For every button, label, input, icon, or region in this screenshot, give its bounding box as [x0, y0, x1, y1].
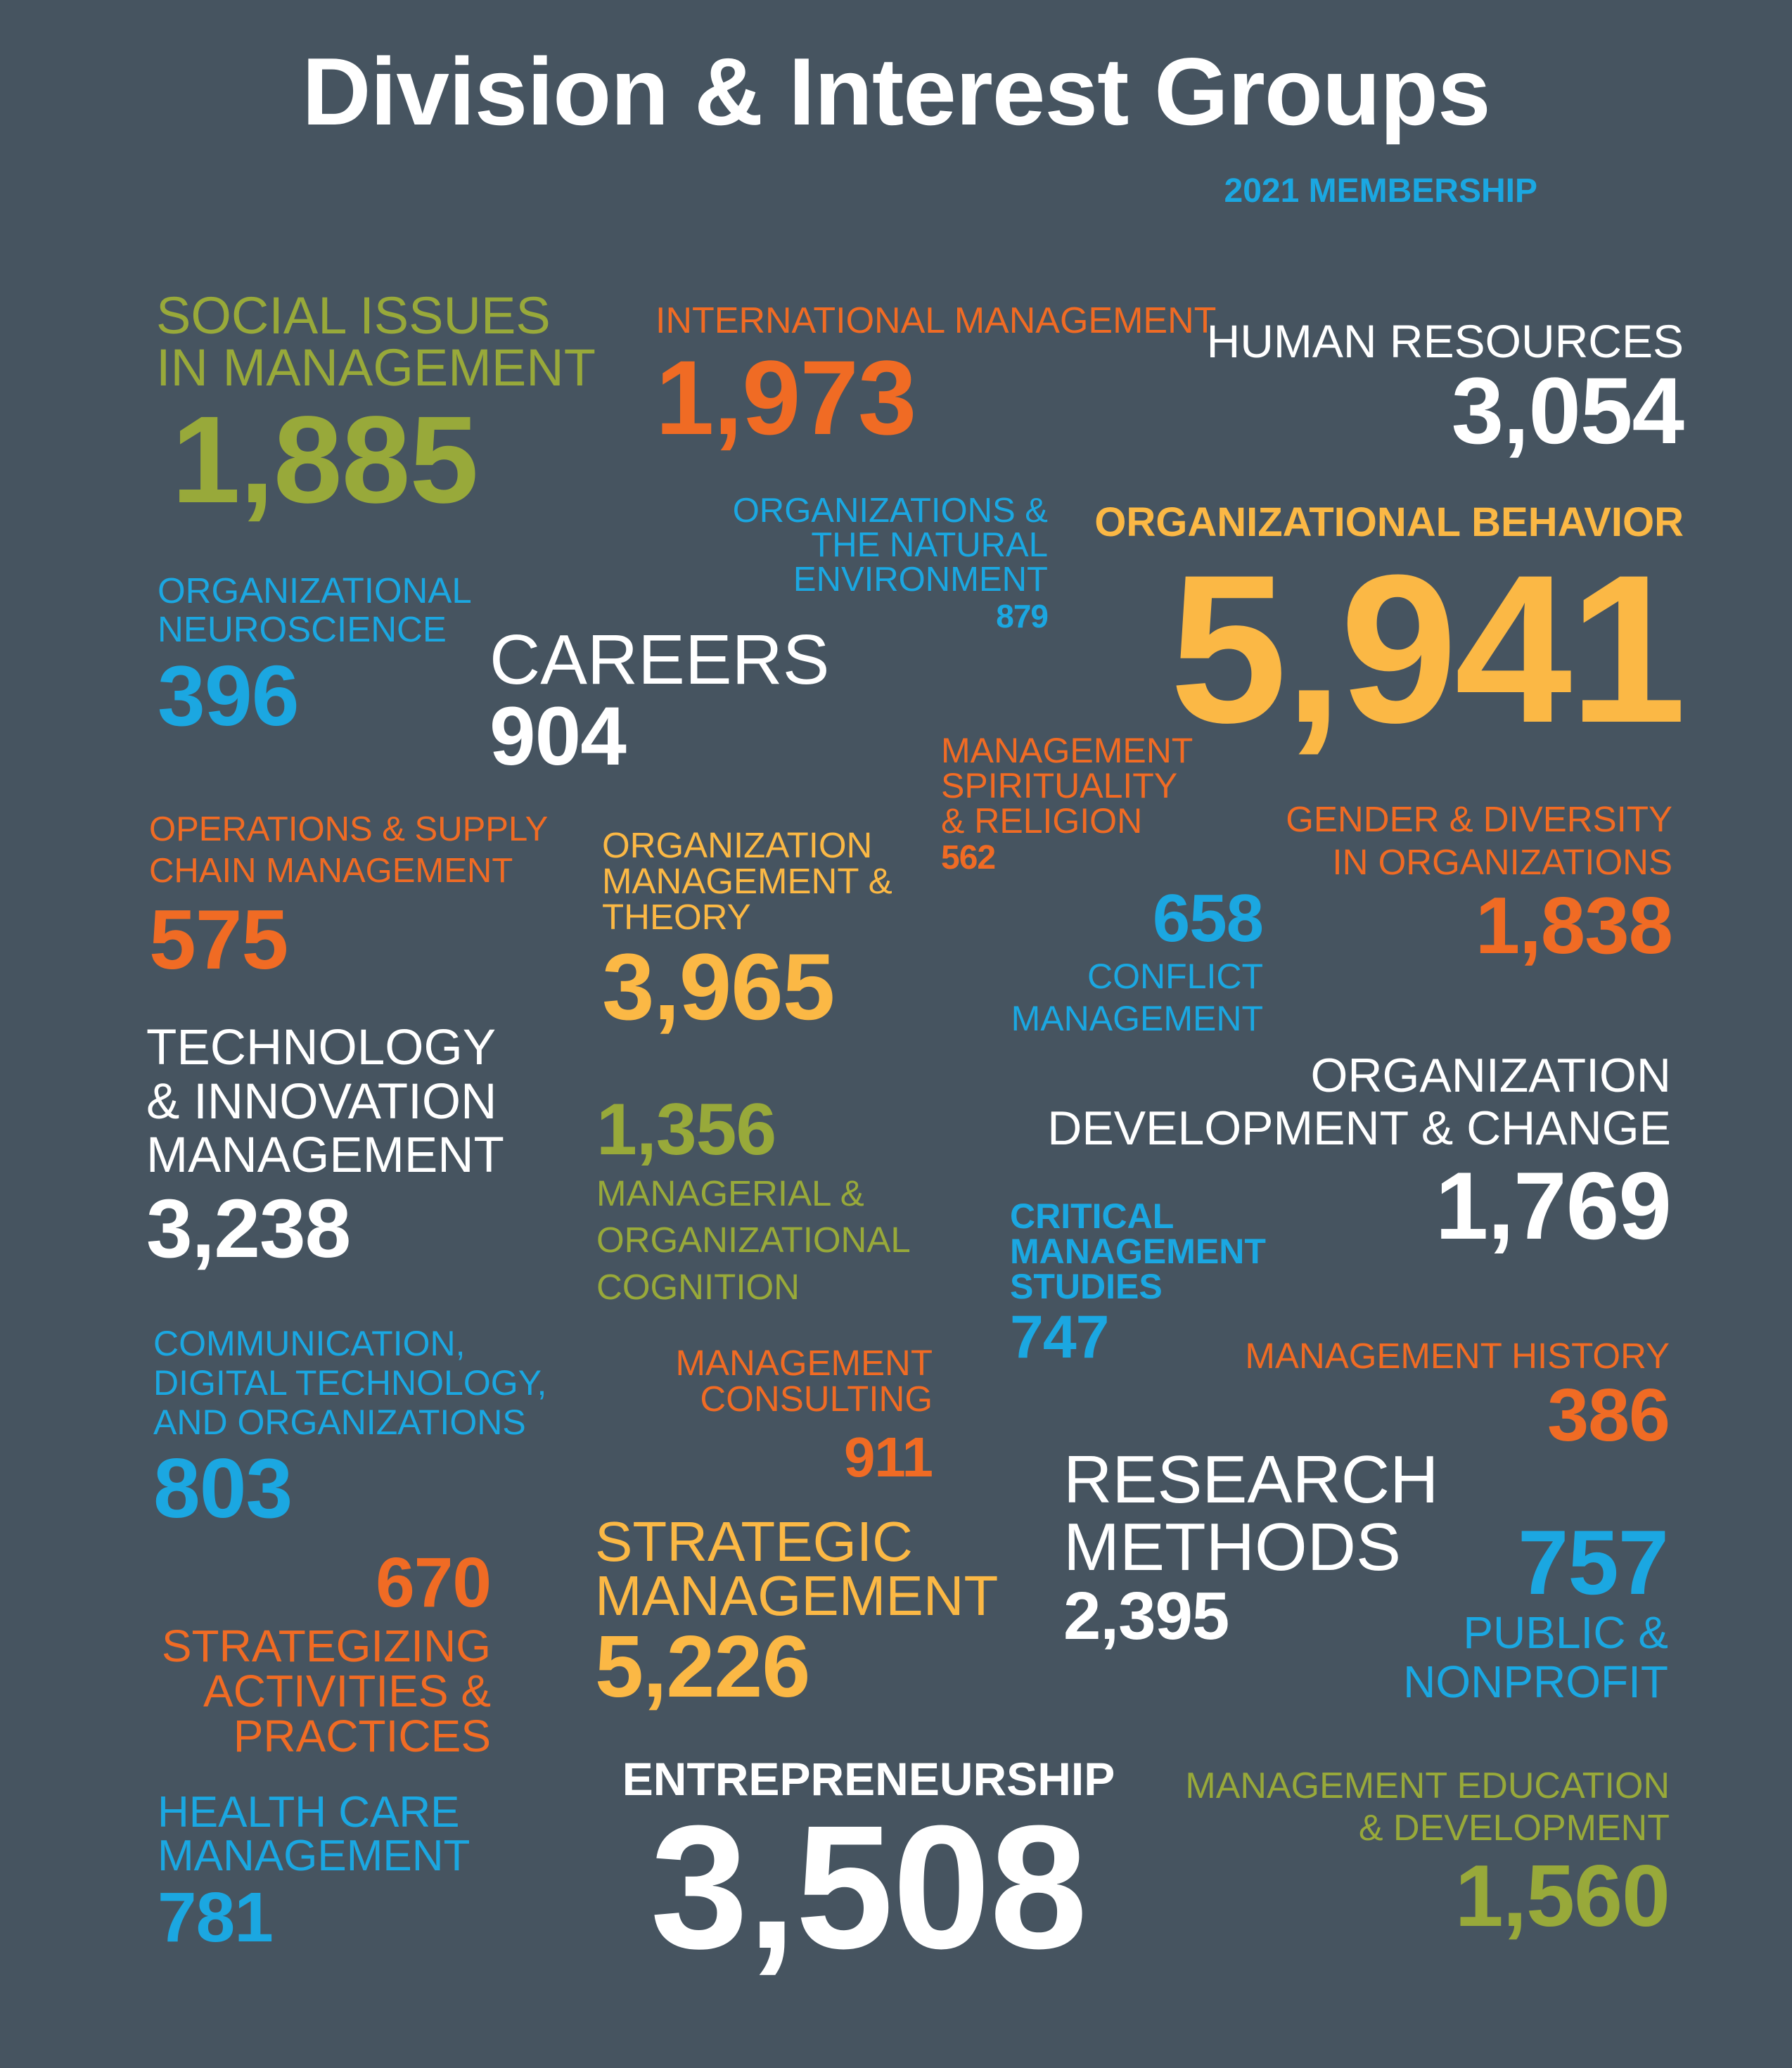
group-label: MANAGEMENT SPIRITUALITY & RELIGION: [941, 731, 1193, 841]
group-count: 386: [1547, 1374, 1670, 1457]
group-organizational-neuroscience: [158, 570, 472, 744]
group-international-management: [655, 300, 1217, 457]
group-label: MANAGERIAL & ORGANIZATIONAL COGNITION: [596, 1173, 911, 1307]
group-operations-supply-chain: [149, 809, 549, 987]
group-management-consulting: [675, 1345, 933, 1486]
group-strategizing-activities: [161, 1543, 491, 1761]
group-organizational-behavior: [1094, 499, 1684, 767]
group-conflict-management: [1011, 881, 1263, 1040]
group-label: TECHNOLOGY & INNOVATION MANAGEMENT: [146, 1020, 504, 1184]
group-label: CONFLICT MANAGEMENT: [1011, 957, 1263, 1038]
group-research-methods: [1063, 1442, 1439, 1654]
group-label: MANAGEMENT EDUCATION & DEVELOPMENT: [1185, 1766, 1670, 1849]
group-label: ORGANIZATIONAL NEUROSCIENCE: [158, 570, 472, 650]
group-count: 757: [1518, 1511, 1668, 1614]
group-label: ORGANIZATIONS & THE NATURAL ENVIRONMENT: [732, 492, 1048, 599]
group-managerial-cognition: [596, 1089, 911, 1310]
group-organization-development: [1047, 1049, 1671, 1259]
group-natural-environment: [733, 494, 1048, 632]
group-label: HUMAN RESOURCES: [1206, 315, 1684, 367]
group-count: 879: [996, 598, 1048, 634]
group-label: PUBLIC & NONPROFIT: [1403, 1607, 1668, 1708]
page-title: Division & Interest Groups: [302, 38, 1490, 145]
group-label: ORGANIZATION MANAGEMENT & THEORY: [602, 825, 892, 937]
group-entrepreneurship: [612, 1753, 1125, 1985]
group-count: 5,226: [595, 1618, 810, 1716]
group-count: 1,973: [655, 338, 916, 457]
group-count: 3,508: [650, 1789, 1087, 1985]
group-label: ORGANIZATIONAL BEHAVIOR: [1094, 499, 1684, 545]
group-count: 781: [158, 1878, 273, 1957]
group-label: ORGANIZATION DEVELOPMENT & CHANGE: [1047, 1049, 1671, 1155]
group-count: 3,054: [1451, 359, 1684, 464]
group-count: 562: [941, 839, 996, 876]
group-organization-management-theory: [602, 825, 892, 1040]
group-count: 1,560: [1454, 1847, 1670, 1945]
group-management-education: [1185, 1766, 1670, 1945]
group-label: RESEARCH METHODS: [1063, 1442, 1439, 1585]
group-label: ENTREPRENEURSHIP: [622, 1753, 1115, 1805]
group-count: 670: [376, 1543, 491, 1622]
group-count: 575: [149, 892, 288, 987]
group-count: 911: [843, 1426, 933, 1488]
group-label: CRITICAL MANAGEMENT STUDIES: [1010, 1196, 1266, 1306]
group-social-issues: [156, 286, 596, 529]
group-label: HEALTH CARE MANAGEMENT: [158, 1788, 471, 1880]
group-spirituality-religion: [941, 733, 1193, 875]
group-count: 3,238: [146, 1182, 351, 1276]
group-public-nonprofit: [1403, 1511, 1668, 1708]
group-count: 658: [1152, 881, 1263, 956]
group-label: COMMUNICATION, DIGITAL TECHNOLOGY, AND ORGANIZATIONS: [153, 1324, 547, 1442]
membership-year-subtitle: 2021 MEMBERSHIP: [1224, 172, 1537, 210]
group-count: 803: [153, 1441, 293, 1536]
group-label: MANAGEMENT CONSULTING: [675, 1343, 933, 1419]
group-count: 904: [489, 690, 626, 783]
group-strategic-management: [595, 1510, 999, 1716]
group-count: 3,965: [602, 935, 835, 1040]
group-label: SOCIAL ISSUES IN MANAGEMENT: [156, 286, 596, 397]
group-label: STRATEGIC MANAGEMENT: [595, 1510, 999, 1627]
group-count: 747: [1010, 1303, 1109, 1371]
group-label: INTERNATIONAL MANAGEMENT: [655, 300, 1217, 341]
group-count: 1,838: [1475, 881, 1672, 971]
group-label: CAREERS: [489, 620, 830, 699]
group-technology-innovation: [146, 1020, 504, 1276]
group-label: STRATEGIZING ACTIVITIES & PRACTICES: [161, 1621, 491, 1761]
group-count: 1,356: [596, 1089, 776, 1170]
group-count: 5,941: [1170, 530, 1684, 767]
group-count: 2,395: [1063, 1578, 1229, 1654]
group-label: MANAGEMENT HISTORY: [1245, 1336, 1670, 1376]
group-human-resources: [1206, 315, 1684, 464]
group-health-care: [158, 1788, 471, 1957]
group-label: OPERATIONS & SUPPLY CHAIN MANAGEMENT: [149, 810, 549, 890]
group-management-history: [1245, 1336, 1670, 1457]
group-count: 396: [158, 648, 299, 744]
group-gender-diversity: [1286, 798, 1672, 971]
group-count: 1,769: [1435, 1151, 1671, 1259]
group-count: 1,885: [172, 391, 478, 529]
group-label: GENDER & DIVERSITY IN ORGANIZATIONS: [1286, 799, 1672, 883]
group-careers: [489, 620, 830, 783]
group-communication-digital: [153, 1324, 547, 1536]
